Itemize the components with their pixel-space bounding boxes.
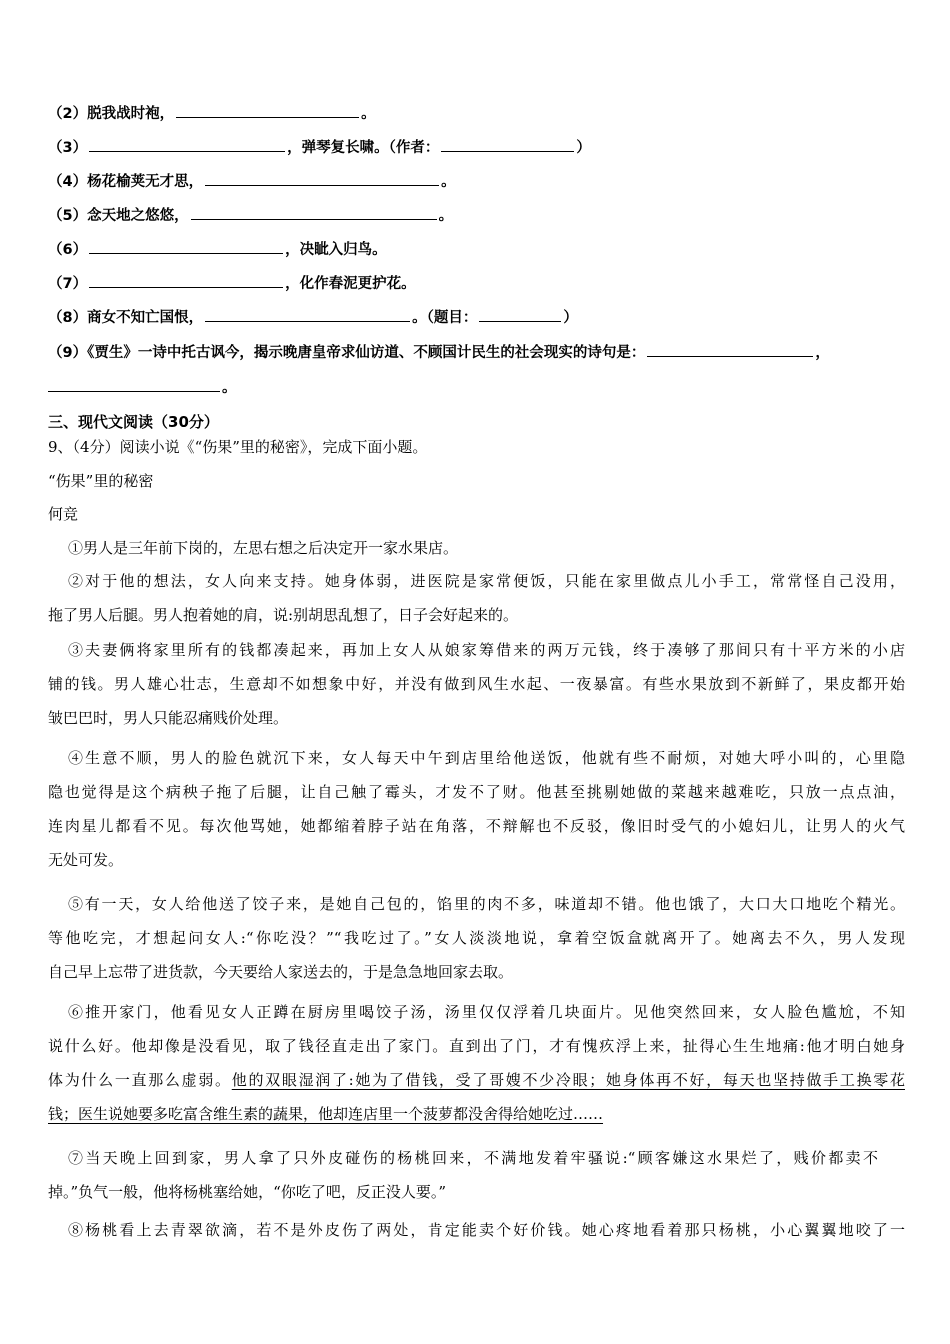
paragraph-4: ④生意不顺，男人的脸色就沉下来，女人每天中午到店里给他送饭，他就有些不耐烦，对她大呼小叫的，心里隐	[68, 749, 905, 767]
paragraph-3-line: 铺的钱。男人雄心壮志，生意却不如想象中好，并没有做到风生水起、一夜暴富。有些水果放到不新鲜了，果皮都开始	[48, 675, 905, 693]
question-7	[48, 273, 416, 294]
q-num: （2）	[48, 106, 88, 122]
paragraph-8: ⑧杨桃看上去青翠欲滴，若不是外皮伤了两处，肯定能卖个好价钱。她心疼地看着那只杨桃，小心翼翼地咬了一	[68, 1221, 905, 1239]
q-text: ，弹琴复长啸。（作者：	[287, 140, 440, 156]
paragraph-6: ⑥推开家门，他看见女人正蹲在厨房里喝饺子汤，汤里仅仅浮着几块面片。见他突然回来，女人脸色尴尬，不知	[68, 1003, 905, 1021]
answer-blank[interactable]	[205, 171, 439, 186]
question-5	[48, 205, 453, 226]
q-num: （5）	[48, 208, 88, 224]
question-3	[48, 137, 591, 158]
q-text: 《贾生》一诗中托古讽今，揭示晚唐皇帝求仙访道、不顾国计民生的社会现实的诗句是：	[87, 345, 646, 361]
question-8	[48, 307, 578, 328]
q-text: 商女不知亡国恨，	[87, 310, 204, 326]
paragraph-6-underlined-line: 钱；医生说她要多吃富含维生素的蔬果，他却连店里一个菠萝都没舍得给她吃过……	[48, 1105, 604, 1123]
story-title: “伤果”里的秘密	[48, 472, 154, 490]
paragraph-3-line: 皱巴巴时，男人只能忍痛贱价处理。	[48, 709, 289, 727]
section-title: 三、现代文阅读（30分）	[48, 413, 219, 431]
q-text: ，	[815, 345, 830, 361]
q-text: ）	[576, 140, 591, 156]
q-num: （7）	[48, 276, 88, 292]
q-text: 念天地之悠悠，	[87, 208, 189, 224]
paragraph-6-line: 说什么好。他却像是没看见，取了钱径直走出了家门。直到出了门，才有愧疚浮上来，扯得心生生地痛:他才明白她身	[48, 1037, 905, 1055]
question-9	[48, 342, 830, 363]
question-9-cont	[48, 377, 237, 398]
story-author: 何竞	[48, 505, 79, 523]
plain-text: 体为什么一直那么虚弱。	[48, 1071, 232, 1089]
q-num: （9）	[48, 345, 88, 361]
underlined-text: 他的双眼湿润了:她为了借钱，受了哥嫂不少冷眼；她身体再不好，每天也坚持做手工换零花	[231, 1071, 905, 1089]
paragraph-4-line: 连肉星儿都看不见。每次他骂她，她都缩着脖子站在角落，不辩解也不反驳，像旧时受气的小媳妇儿，让男人的火气	[48, 817, 905, 835]
paragraph-5-line: 自己早上忘带了进货款，今天要给人家送去的，于是急急地回家去取。	[48, 963, 514, 981]
q-text: 。	[438, 208, 454, 224]
q-text: ，化作春泥更护花。	[285, 276, 416, 292]
paragraph-2-line: 拖了男人后腿。男人抱着她的肩，说:别胡思乱想了，日子会好起来的。	[48, 606, 519, 624]
answer-blank[interactable]	[89, 137, 285, 152]
q-text: 。	[361, 106, 376, 122]
answer-blank[interactable]	[89, 239, 283, 254]
paragraph-5-line: 等他吃完，才想起问女人:“你吃没？”“我吃过了。”女人淡淡地说，拿着空饭盒就离开了。她离去不久，男人发现	[48, 929, 905, 947]
paragraph-7-line: 掉。”负气一般，他将杨桃塞给她，“你吃了吧，反正没人要。”	[48, 1183, 447, 1201]
answer-blank[interactable]	[647, 342, 813, 357]
q-num: （8）	[48, 310, 88, 326]
q-text: 。	[222, 380, 237, 396]
paragraph-6-line	[48, 1070, 905, 1090]
task-instruction: 9、（4分）阅读小说《“伤果”里的秘密》，完成下面小题。	[48, 438, 428, 456]
question-4	[48, 171, 456, 192]
q-text: ）	[563, 310, 578, 326]
q-text: 脱我战时袍，	[87, 106, 175, 122]
paragraph-1: ①男人是三年前下岗的，左思右想之后决定开一家水果店。	[68, 539, 459, 557]
answer-blank[interactable]	[176, 103, 359, 118]
paragraph-7: ⑦当天晚上回到家，男人拿了只外皮碰伤的杨桃回来，不满地发着牢骚说:“顾客嫌这水果烂了，贱价都卖不	[68, 1149, 878, 1167]
answer-blank[interactable]	[48, 377, 220, 392]
author-blank[interactable]	[441, 137, 574, 152]
q-num: （4）	[48, 174, 88, 190]
answer-blank[interactable]	[191, 205, 437, 220]
q-num: （3）	[48, 140, 88, 156]
q-text: ，决眦入归鸟。	[285, 242, 387, 258]
q-text: 。（题目：	[412, 310, 478, 326]
q-num: （6）	[48, 242, 88, 258]
paragraph-4-line: 隐也觉得是这个病秧子拖了后腿，让自己触了霉头，才发不了财。他甚至挑剔她做的菜越来越难吃，只放一点点油，	[48, 783, 905, 801]
question-2	[48, 103, 376, 124]
answer-blank[interactable]	[205, 307, 410, 322]
paragraph-3: ③夫妻俩将家里所有的钱都凑起来，再加上女人从娘家筹借来的两万元钱，终于凑够了那间只有十平方米的小店	[68, 641, 905, 659]
paragraph-4-line: 无处可发。	[48, 851, 124, 869]
title-blank[interactable]	[479, 307, 561, 322]
paragraph-2: ②对于他的想法，女人向来支持。她身体弱，进医院是家常便饭，只能在家里做点儿小手工，常常怪自己没用，	[68, 572, 905, 590]
paragraph-5: ⑤有一天，女人给他送了饺子来，是她自己包的，馅里的肉不多，味道却不错。他也饿了，大口大口地吃个精光。	[68, 895, 905, 913]
answer-blank[interactable]	[89, 273, 283, 288]
question-6	[48, 239, 387, 260]
q-text: 杨花榆荚无才思，	[87, 174, 204, 190]
q-text: 。	[441, 174, 456, 190]
